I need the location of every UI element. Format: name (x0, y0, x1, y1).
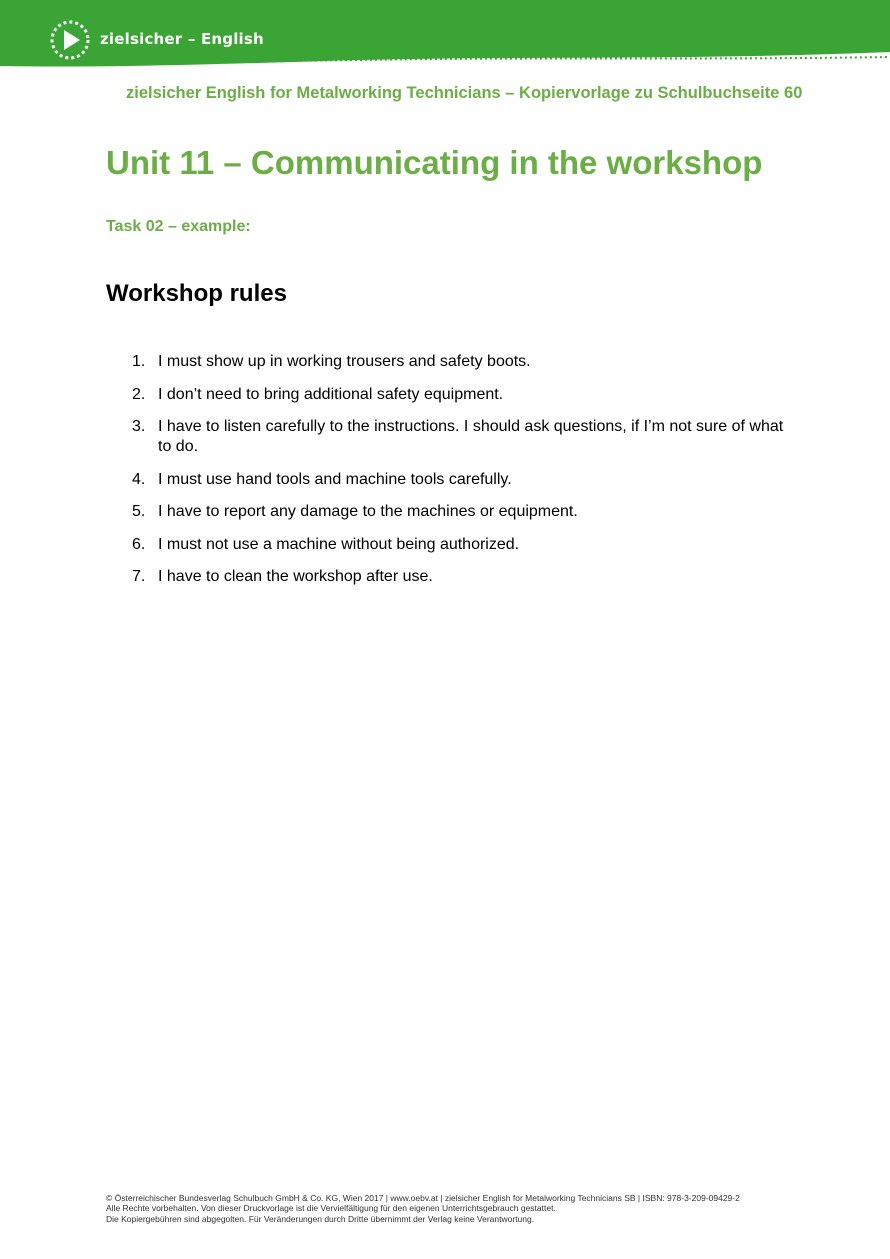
list-item (106, 470, 786, 490)
list-item-number: 6. (132, 535, 146, 553)
list-item-text: I must show up in working trousers and safety boots. (158, 353, 531, 370)
list-item-text: I have to report any damage to the machines or equipment. (158, 503, 578, 520)
list-item-number: 4. (132, 470, 146, 488)
list-item-number: 3. (132, 418, 146, 435)
task-label: Task 02 – example: (106, 218, 251, 235)
list-item-text: I have to listen carefully to the instructions. I should ask questions, if I’m not sure of what to do. (158, 418, 784, 455)
footer-rights: Alle Rechte vorbehalten. Von dieser Druckvorlage ist die Vervielfältigung für den eigenen Unterrichtsgebrauch gestattet. (106, 1203, 556, 1214)
list-item-number: 1. (132, 353, 146, 370)
list-item-number: 2. (132, 385, 146, 403)
list-item-text: I must use hand tools and machine tools carefully. (158, 470, 512, 488)
list-item (106, 535, 786, 555)
list-item (106, 417, 786, 457)
section-heading: Workshop rules (106, 280, 287, 307)
page-title: Unit 11 – Communicating in the workshop (106, 144, 763, 181)
footer (106, 1193, 806, 1224)
list-item-number: 5. (132, 503, 146, 520)
list-item-text: I must not use a machine without being authorized. (158, 535, 520, 553)
list-item (106, 385, 786, 405)
list-item (106, 352, 786, 372)
footer-copyright: © Österreichischer Bundesverlag Schulbuch GmbH & Co. KG, Wien 2017 | www.oebv.at | zielsicher English for Metalworking Technicians SB | ISBN: 978-3-209-09429-2 (106, 1193, 740, 1203)
footer-disclaimer: Die Kopiergebühren sind abgegolten. Für Veränderungen durch Dritte übernimmt der Verlag keine Verantwortung. (106, 1213, 535, 1224)
page-subtitle: zielsicher English for Metalworking Technicians – Kopiervorlage zu Schulbuchseite 60 (126, 84, 803, 102)
list-item (106, 502, 786, 522)
list-item-number: 7. (132, 568, 146, 585)
list-item (106, 567, 786, 587)
list-item-text: I have to clean the workshop after use. (158, 568, 433, 585)
brand-name: zielsicher – English (100, 30, 264, 48)
list-item-text: I don’t need to bring additional safety equipment. (158, 385, 504, 403)
rules-list (106, 352, 786, 600)
